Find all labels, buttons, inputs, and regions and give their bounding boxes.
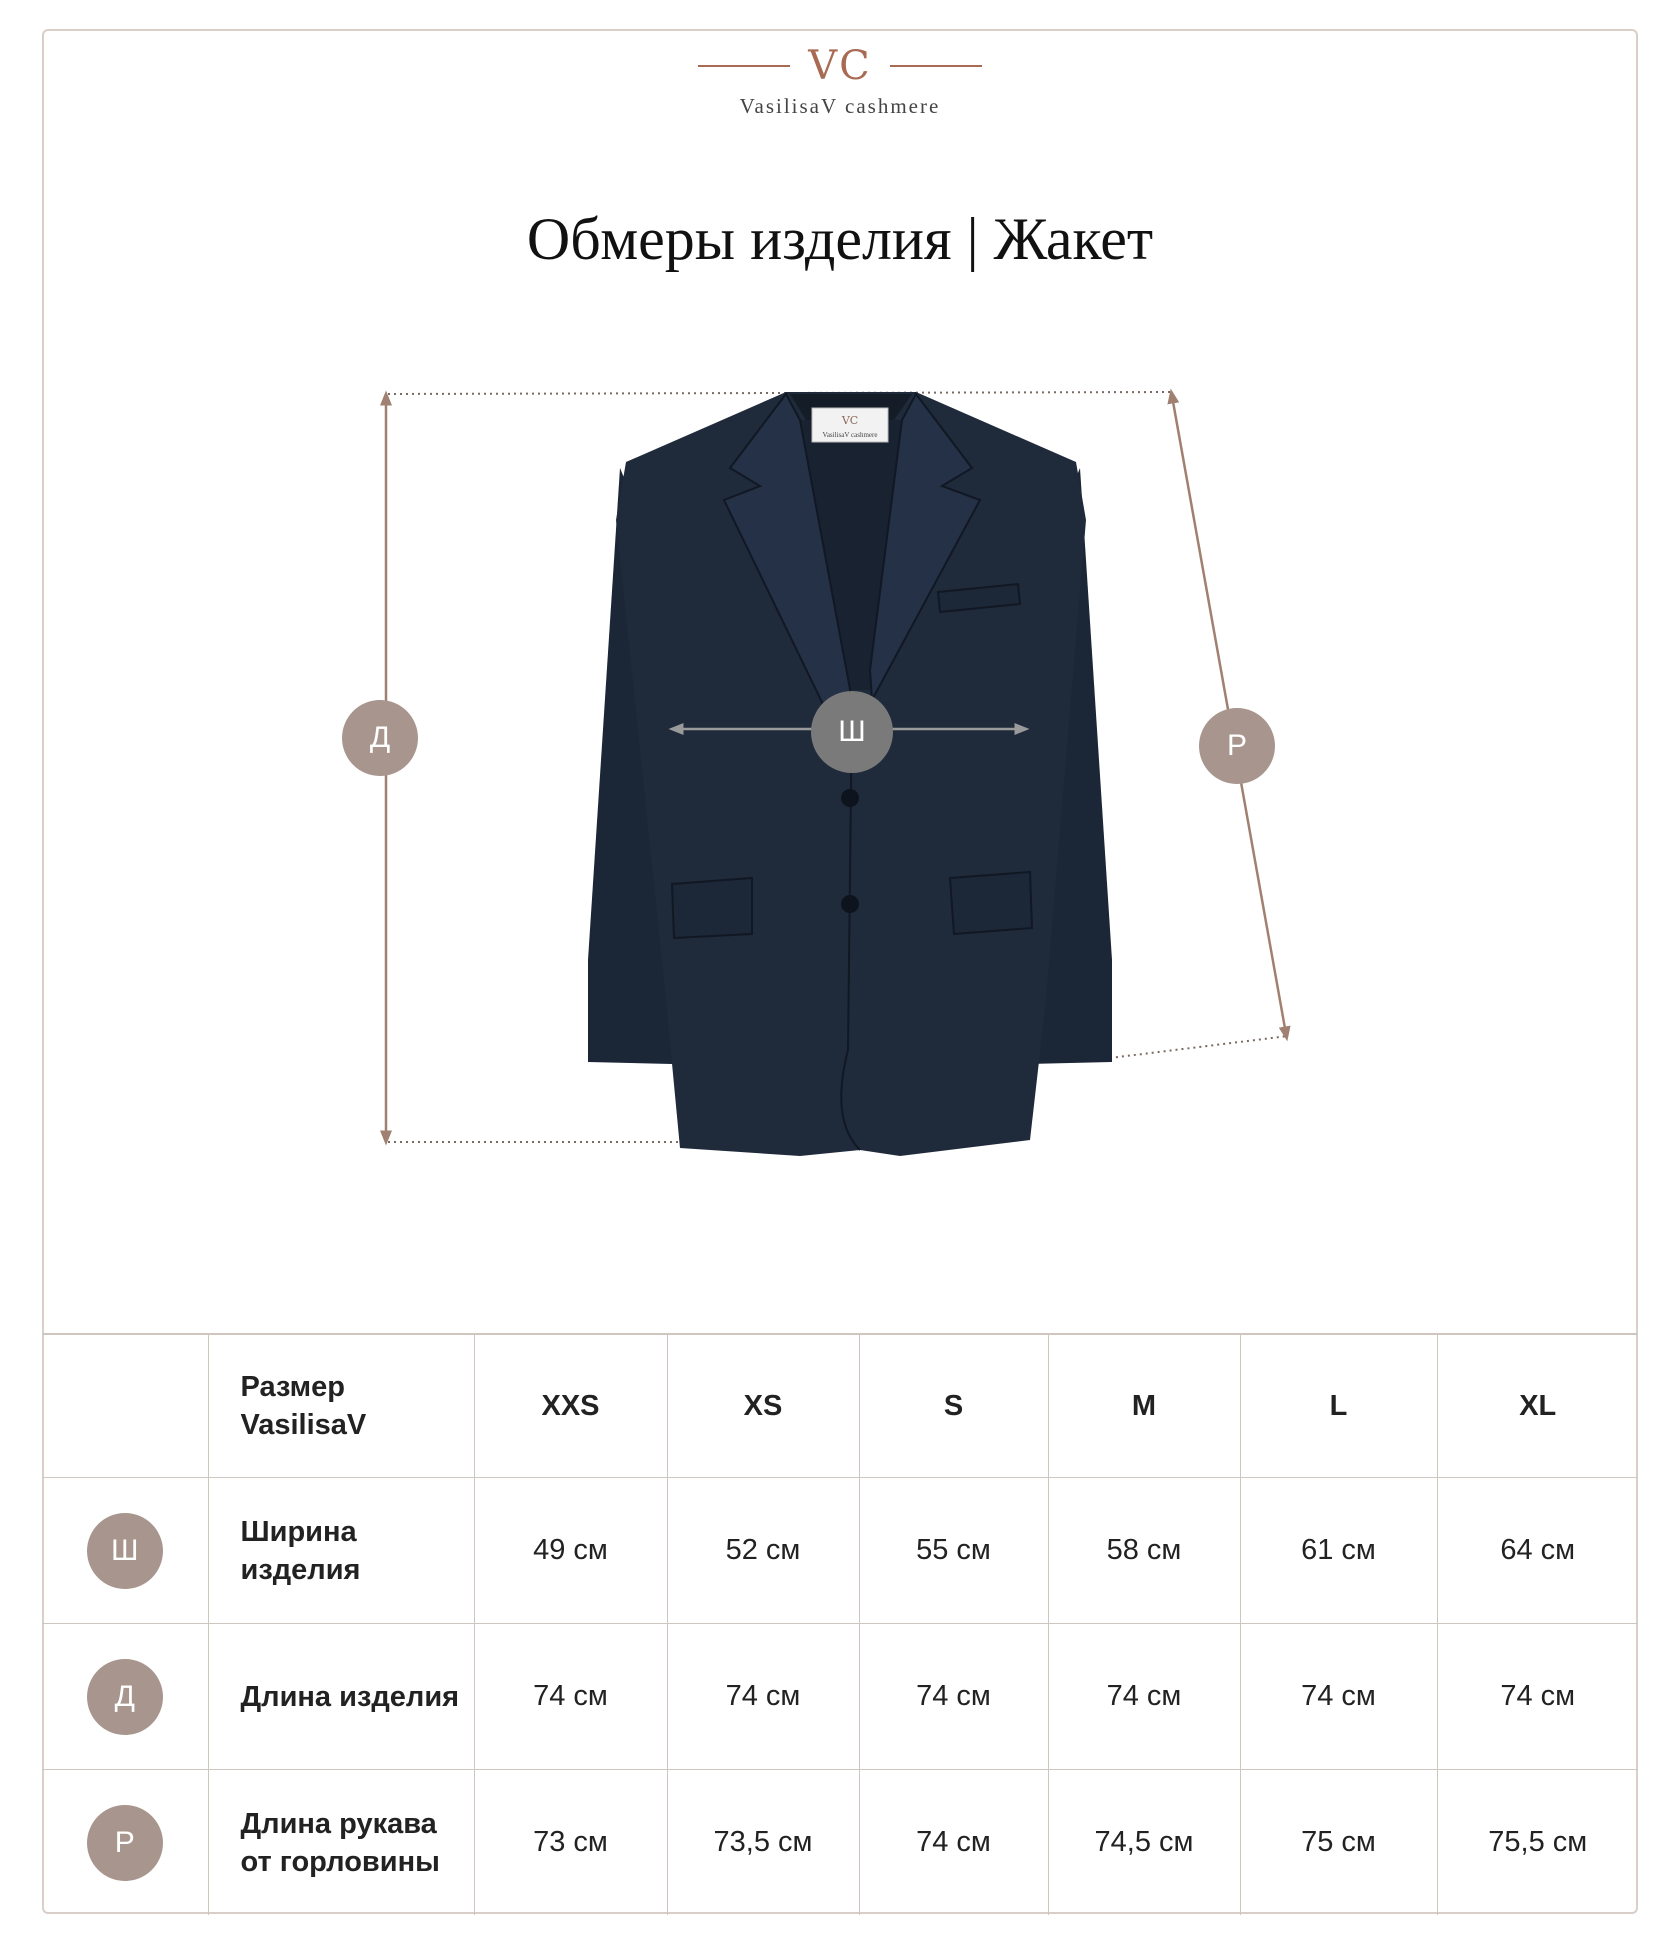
- size-header: XL: [1437, 1334, 1638, 1478]
- size-header: XS: [667, 1334, 859, 1478]
- row-icon-cell: [42, 1624, 208, 1770]
- blazer-image: [588, 392, 1112, 1156]
- table-cell: 61 см: [1240, 1478, 1437, 1624]
- table-cell: 74 см: [859, 1770, 1048, 1916]
- collar-label-name: VasilisaV cashmere: [822, 431, 878, 439]
- table-cell: 74 см: [474, 1624, 667, 1770]
- width-badge: Ш: [87, 1513, 163, 1589]
- table-row-length: [42, 1624, 1638, 1770]
- table-cell: 58 см: [1048, 1478, 1240, 1624]
- table-cell: 74 см: [1240, 1624, 1437, 1770]
- row-label: Ширина изделия: [208, 1478, 474, 1624]
- sleeve-badge: Р: [87, 1805, 163, 1881]
- table-header-row: [42, 1334, 1638, 1478]
- table-cell: 74 см: [859, 1624, 1048, 1770]
- table-cell: 74 см: [1437, 1624, 1638, 1770]
- table-cell: 64 см: [1437, 1478, 1638, 1624]
- collar-label-monogram: VC: [841, 414, 859, 427]
- table-cell: 74 см: [667, 1624, 859, 1770]
- size-header: S: [859, 1334, 1048, 1478]
- length-badge: Д: [342, 700, 418, 776]
- table-cell: 74 см: [1048, 1624, 1240, 1770]
- logo-brand-name: VasilisaV cashmere: [739, 94, 941, 118]
- header-size-label: Размер VasilisaV: [208, 1334, 474, 1478]
- size-header: L: [1240, 1334, 1437, 1478]
- row-label: Длина изделия: [208, 1624, 474, 1770]
- page-title: Обмеры изделия | Жакет: [526, 206, 1154, 272]
- size-table: [42, 1333, 1638, 1915]
- table-cell: 49 см: [474, 1478, 667, 1624]
- table-cell: 52 см: [667, 1478, 859, 1624]
- table-row-width: [42, 1478, 1638, 1624]
- table-cell: 55 см: [859, 1478, 1048, 1624]
- logo-monogram: VC: [808, 43, 872, 89]
- size-header: M: [1048, 1334, 1240, 1478]
- row-label: Длина рукава от горловины: [208, 1770, 474, 1916]
- sleeve-badge: Р: [1199, 708, 1275, 784]
- table-cell: 75,5 см: [1437, 1770, 1638, 1916]
- table-row-sleeve: [42, 1770, 1638, 1916]
- table-cell: 74,5 см: [1048, 1770, 1240, 1916]
- table-cell: 73 см: [474, 1770, 667, 1916]
- table-cell: 73,5 см: [667, 1770, 859, 1916]
- table-cell: 75 см: [1240, 1770, 1437, 1916]
- row-icon-cell: [42, 1770, 208, 1916]
- length-badge: Д: [87, 1659, 163, 1735]
- width-badge: Ш: [811, 691, 893, 773]
- row-icon-cell: [42, 1478, 208, 1624]
- header-empty-cell: [42, 1334, 208, 1478]
- size-header: XXS: [474, 1334, 667, 1478]
